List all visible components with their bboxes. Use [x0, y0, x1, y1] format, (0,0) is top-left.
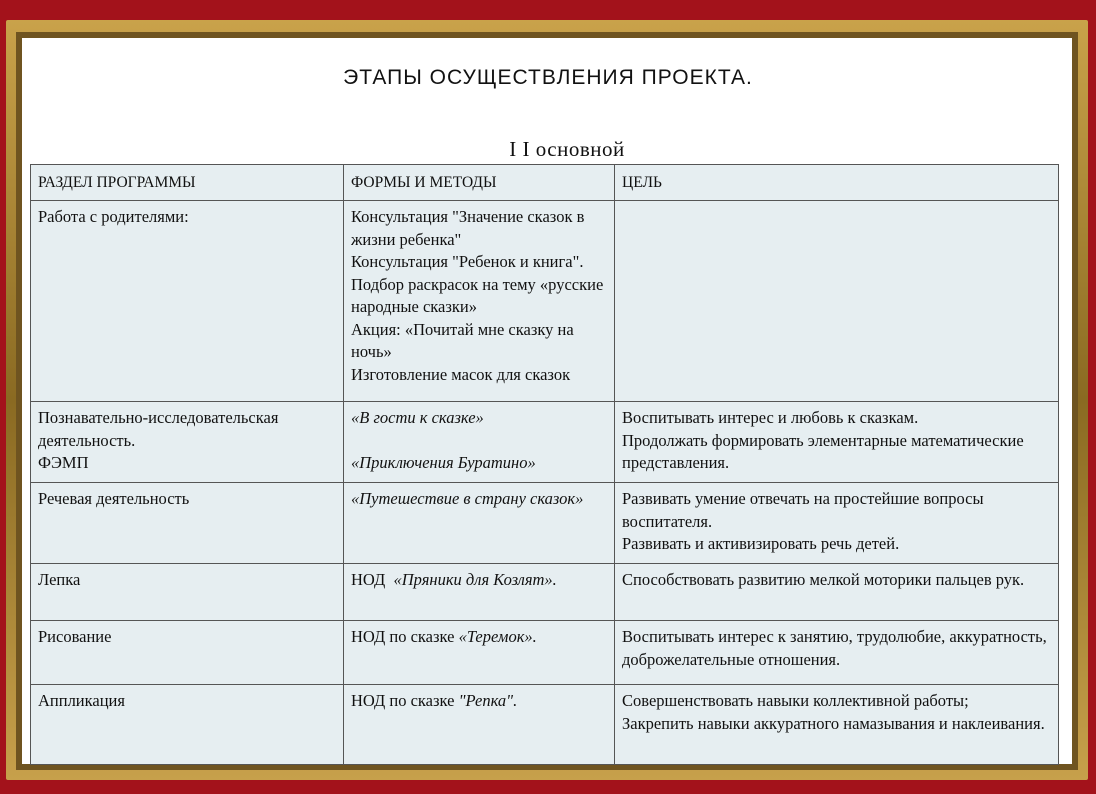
- form-item: «Путешествие в страну сказок»: [351, 489, 584, 508]
- form-title: "Репка".: [458, 691, 518, 710]
- section-line: Познавательно-исследовательская деятельность.: [38, 408, 279, 450]
- section-cell: Рисование: [31, 621, 344, 685]
- forms-cell: [344, 685, 615, 765]
- forms-cell: [344, 564, 615, 621]
- goal-cell: [615, 402, 1059, 483]
- form-prefix: НОД по сказке: [351, 691, 459, 710]
- goal-item: Способствовать развитию мелкой моторики пальцев рук.: [622, 570, 1025, 589]
- table-row: [31, 483, 1059, 564]
- header-goal: ЦЕЛЬ: [615, 165, 1059, 201]
- section-cell: Речевая деятельность: [31, 483, 344, 564]
- form-item: Акция: «Почитай мне сказку на ночь»: [351, 319, 574, 361]
- goal-cell: [615, 685, 1059, 765]
- form-item: Консультация "Ребенок и книга".: [351, 252, 584, 271]
- stage-subtitle: I I основной: [509, 137, 625, 161]
- form-prefix: НОД: [351, 570, 394, 589]
- header-section: РАЗДЕЛ ПРОГРАММЫ: [31, 165, 344, 201]
- table-row: [31, 685, 1059, 765]
- goal-item: Совершенствовать навыки коллективной работы;: [622, 691, 969, 710]
- form-item: Изготовление масок для сказок: [351, 364, 571, 384]
- forms-cell: [344, 402, 615, 483]
- section-cell: Аппликация: [31, 685, 344, 765]
- goal-item: Закрепить навыки аккуратного намазывания и наклеивания.: [622, 713, 1045, 733]
- goal-item: Воспитывать интерес и любовь к сказкам.: [622, 408, 919, 427]
- goal-item: Развивать и активизировать речь детей.: [622, 534, 900, 553]
- form-item: Подбор раскрасок на тему «русские народные сказки»: [351, 274, 604, 316]
- form-prefix: НОД по сказке: [351, 627, 459, 646]
- header-forms: ФОРМЫ И МЕТОДЫ: [344, 165, 615, 201]
- forms-cell: [344, 201, 615, 402]
- table-row: [31, 564, 1059, 621]
- goal-cell: [615, 201, 1059, 402]
- goal-cell: [615, 483, 1059, 564]
- section-line: ФЭМП: [38, 453, 89, 472]
- forms-cell: [344, 621, 615, 685]
- table-row: [31, 621, 1059, 685]
- project-stages-table: [30, 164, 1059, 765]
- form-title: «Теремок».: [458, 627, 537, 646]
- goal-cell: [615, 564, 1059, 621]
- section-cell: [31, 402, 344, 483]
- page-title: ЭТАПЫ ОСУЩЕСТВЛЕНИЯ ПРОЕКТА.: [343, 66, 753, 89]
- goal-cell: [615, 621, 1059, 685]
- form-item: «Приключения Буратино»: [351, 452, 536, 472]
- table-row: [31, 201, 1059, 402]
- table-row: [31, 402, 1059, 483]
- forms-cell: [344, 483, 615, 564]
- form-item: «В гости к сказке»: [351, 408, 484, 427]
- form-title: «Пряники для Козлят».: [393, 570, 557, 589]
- form-item: Консультация "Значение сказок в жизни ребенка": [351, 207, 585, 249]
- table-header-row: [31, 165, 1059, 201]
- section-cell: Работа с родителями:: [31, 201, 344, 402]
- goal-item: Продолжать формировать элементарные математические представления.: [622, 430, 1024, 472]
- section-cell: Лепка: [31, 564, 344, 621]
- goal-item: Воспитывать интерес к занятию, трудолюбие, аккуратность, доброжелательные отношения.: [622, 627, 1047, 669]
- goal-item: Развивать умение отвечать на простейшие вопросы воспитателя.: [622, 489, 984, 531]
